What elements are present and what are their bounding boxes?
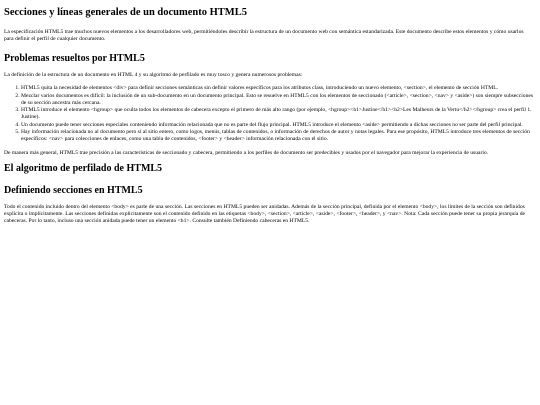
algorithm-heading: El algoritmo de perfilado de HTML5 xyxy=(4,162,163,174)
problems-heading: Problemas resueltos por HTML5 xyxy=(4,53,145,65)
page-title: Secciones y líneas generales de un documento HTML5 xyxy=(4,7,247,18)
problems-intro-paragraph: La definición de la estructura de un documento en HTML 4 y su algoritmo de perfilado es muy tosco y genera numerosos problemas: xyxy=(4,72,303,79)
list-item: 3. HTML5 introduce el elemento <hgroup> que oculta todos los elementos de cabecera excepto el primero de más alto rango (por ejemplo, <hgroup><h1>Justine</h1><h2>Les Malheurs de la Vertu</h2></hgroup> crea el perfil 1. Justine). xyxy=(21,107,534,122)
defining-sections-paragraph: Todo el contenido incluido dentro del elemento <body> es parte de una sección. Las secciones en HTML5 pueden ser anidadas. Además de la sección principal, definida por el elemento <body>, los límites de la sección son definidos explícita o implícitamente. Las secciones definidas explícitamente son el contenido definido en las etiquetas <body>, <section>, <article>, <aside>, <footer>, <header>, y <nav>. Nota: Cada sección puede tener su propia jerarquía de cabeceras. Por lo tanto, incluso una sección anidada puede tener un elemento <h1>. Consulte también Definiendo cabeceras en HTML5. xyxy=(4,203,526,225)
list-item: 2. Mezclar varios documentos es difícil: la inclusión de un sub-documento en un documento principal. Esto se resuelve en HTML5 con los elementos de seccionado (<article>, <section>, <nav> y <aside>) son siempre subsecciones de su sección ancestra más cercana. xyxy=(21,93,534,108)
defining-sections-heading: Definiendo secciones en HTML5 xyxy=(4,184,143,196)
problems-list xyxy=(4,85,534,143)
list-item: 1. HTML5 quita la necesidad de elementos <div> para definir secciones semánticas sin definir valores específicos para los atributos class, introduciendo un nuevo elemento, <section>, el elemento de sección HTML. xyxy=(21,85,534,92)
intro-paragraph: La especificación HTML5 trae muchos nuevos elementos a los desarrolladores web, permitiéndoles describir la estructura de un documento web con semántica estandarizada. Este documento describe estos elementos y cómo usarlos para definir el perfil de cualquier documento. xyxy=(4,28,524,42)
problems-outro-paragraph: De manera más general, HTML5 trae precisión a las características de seccionado y cabecera, permitiendo a los perfiles de documento ser predecibles y usados por el navegador para mejorar la experiencia de usuario. xyxy=(4,149,489,156)
list-item: 4. Un documento puede tener secciones especiales conteniendo información relacionada que no es parte del flujo principal. HTML5 introduce el elemento <aside> permitiendo a dichas secciones no ser parte del perfil principal. xyxy=(21,122,534,129)
list-item: 5. Hay información relacionada no al documento pero sí al sitio entero, como logos, menús, tablas de contenidos, o información de derechos de autor y notas legales. Para ese propósito, HTML5 introduce tres elementos de sección específicos: <nav> para colecciones de enlaces, como una tabla de contenidos, <footer> y <header> información relacionada con el sitio. xyxy=(21,129,534,144)
